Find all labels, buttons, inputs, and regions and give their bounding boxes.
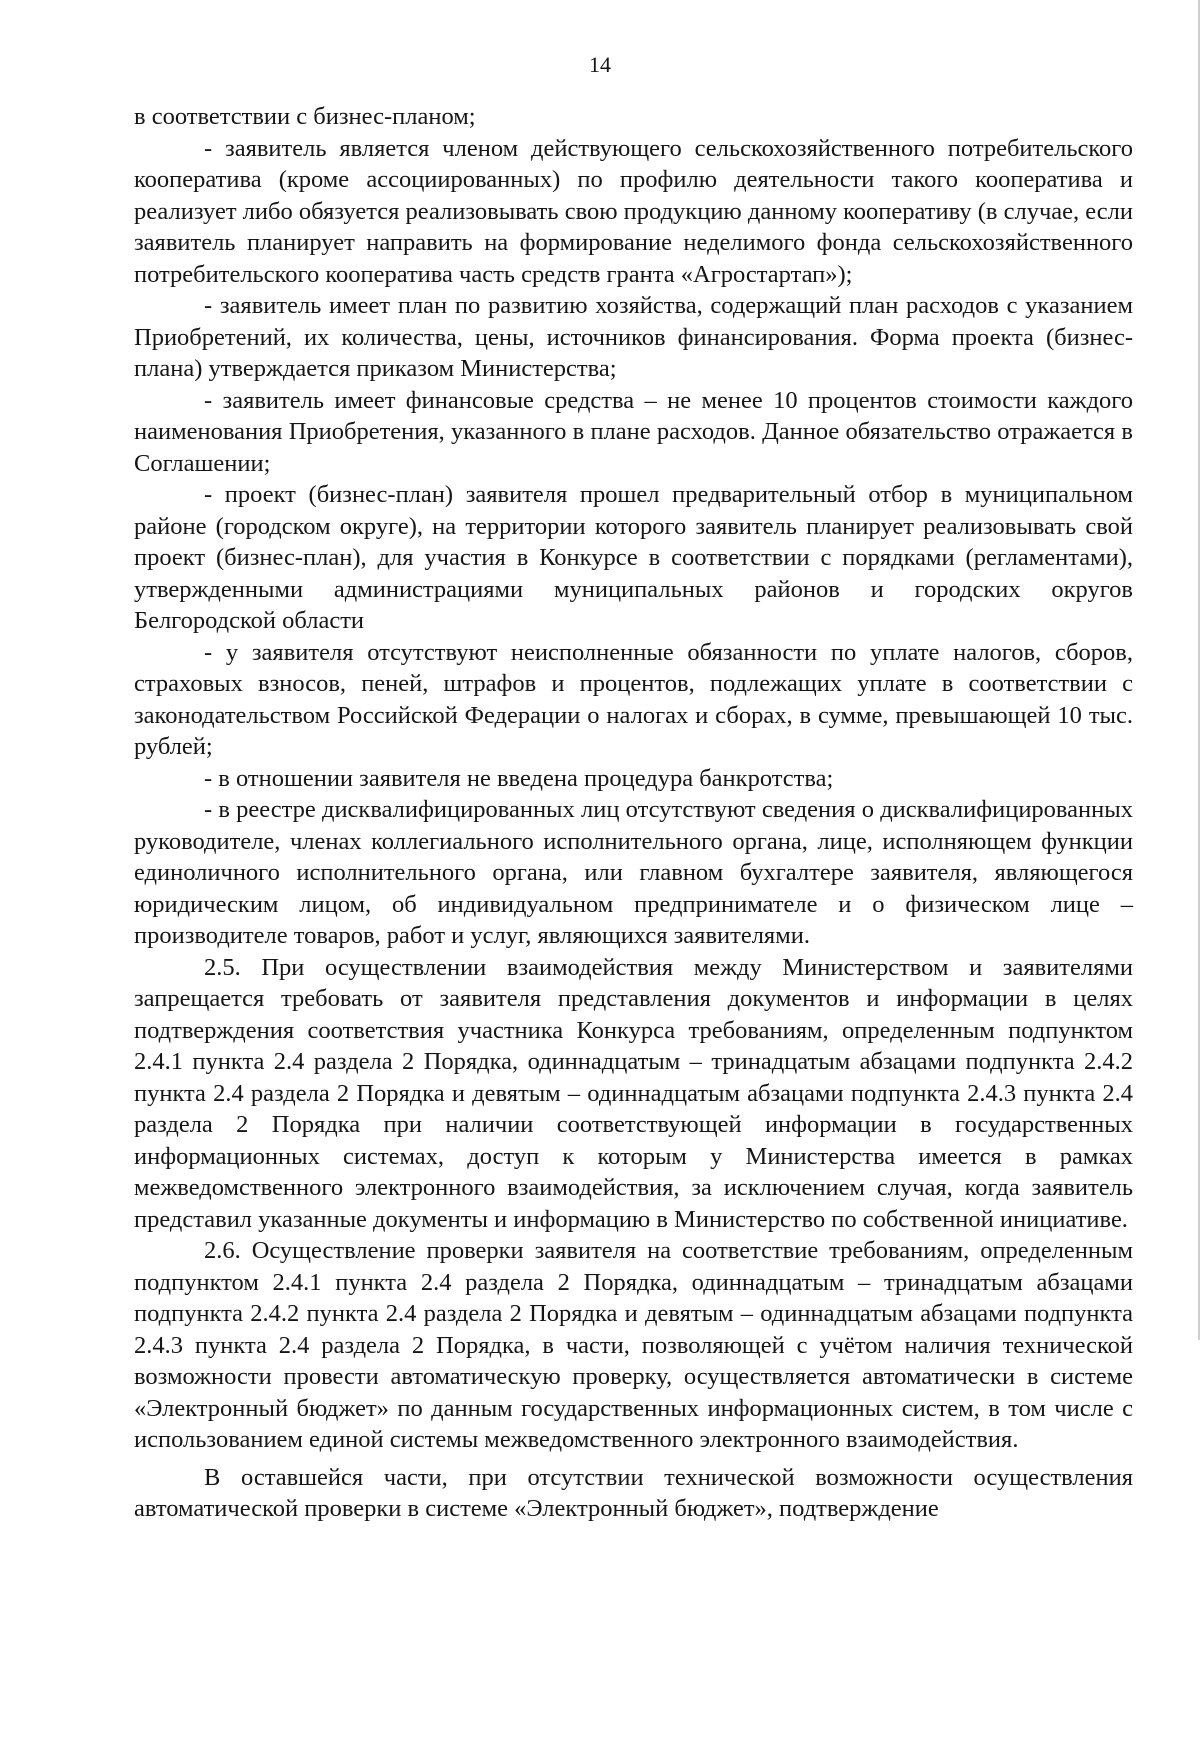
paragraph-continuation: в соответствии с бизнес-планом; [134, 103, 476, 130]
paragraph-financial-means: - заявитель имеет финансовые средства – не менее 10 процентов стоимости каждого наименования Приобретения, указанного в плане расходов. Данное обязательство отражается в Соглашении; [134, 386, 1133, 477]
paragraph-development-plan: - заявитель имеет план по развитию хозяйства, содержащий план расходов с указанием Приобретений, их количества, цены, источников финансирования. Форма проекта (бизнес-плана) утверждается приказом Министерства; [134, 292, 1133, 382]
paragraph-tax-obligations: - у заявителя отсутствуют неисполненные обязанности по уплате налогов, сборов, страховых взносов, пеней, штрафов и процентов, подлежащих уплате в соответствии с законодательством Российской Федерации о налогах и сборах, в сумме, превышающей 10 тыс. рублей; [134, 638, 1133, 760]
document-body [134, 101, 1133, 1525]
paragraph-cooperative-member: - заявитель является членом действующего сельскохозяйственного потребительского кооператива (кроме ассоциированных) по профилю деятельности такого кооператива и реализует либо обязуется реализовывать свою продукцию данному кооперативу (в случае, если заявитель планирует направить на формирование неделимого фонда сельскохозяйственного потребительского кооператива часть средств гранта «Агростартап»); [134, 134, 1133, 288]
paragraph-section-2-5: 2.5. При осуществлении взаимодействия между Министерством и заявителями запрещается требовать от заявителя представления документов и информации в целях подтверждения соответствия участника Конкурса требованиям, определенным подпунктом 2.4.1 пункта 2.4 раздела 2 Порядка, одиннадцатым – тринадцатым абзацами подпункта 2.4.2 пункта 2.4 раздела 2 Порядка и девятым – одиннадцатым абзацами подпункта 2.4.3 пункта 2.4 раздела 2 Порядка при наличии соответствующей информации в государственных информационных системах, доступ к которым у Министерства имеется в рамках межведомственного электронного взаимодействия, за исключением случая, когда заявитель представил указанные документы и информацию в Министерство по собственной инициативе. [134, 953, 1133, 1233]
paragraph-bankruptcy: - в отношении заявителя не введена процедура банкротства; [204, 764, 834, 792]
paragraph-remaining-part: В оставшейся части, при отсутствии технической возможности осуществления автоматической проверки в системе «Электронный бюджет», подтверждение [134, 1463, 1133, 1522]
page-number: 14 [589, 52, 611, 77]
paragraph-section-2-6: 2.6. Осуществление проверки заявителя на соответствие требованиям, определенным подпунктом 2.4.1 пункта 2.4 раздела 2 Порядка, одиннадцатым – тринадцатым абзацами подпункта 2.4.2 пункта 2.4 раздела 2 Порядка и девятым – одиннадцатым абзацами подпункта 2.4.3 пункта 2.4 раздела 2 Порядка, в части, позволяющей с учётом наличия технической возможности провести автоматическую проверку, осуществляется автоматически в системе «Электронный бюджет» по данным государственных информационных систем, в том числе с использованием единой системы межведомственного электронного взаимодействия. [134, 1237, 1133, 1453]
paragraph-preliminary-selection: - проект (бизнес-план) заявителя прошел предварительный отбор в муниципальном районе (городском округе), на территории которого заявитель планирует реализовывать свой проект (бизнес-план), для участия в Конкурсе в соответствии с порядками (регламентами), утвержденными администрациями муниципальных районов и городских округов Белгородской области [134, 481, 1133, 634]
paragraph-disqualified-registry: - в реестре дисквалифицированных лиц отсутствуют сведения о дисквалифицированных руководителе, членах коллегиального исполнительного органа, лице, исполняющем функции единоличного исполнительного органа, или главном бухгалтере заявителя, являющегося юридическим лицом, об индивидуальном предпринимателе и о физическом лице – производителе товаров, работ и услуг, являющихся заявителями. [134, 796, 1133, 949]
